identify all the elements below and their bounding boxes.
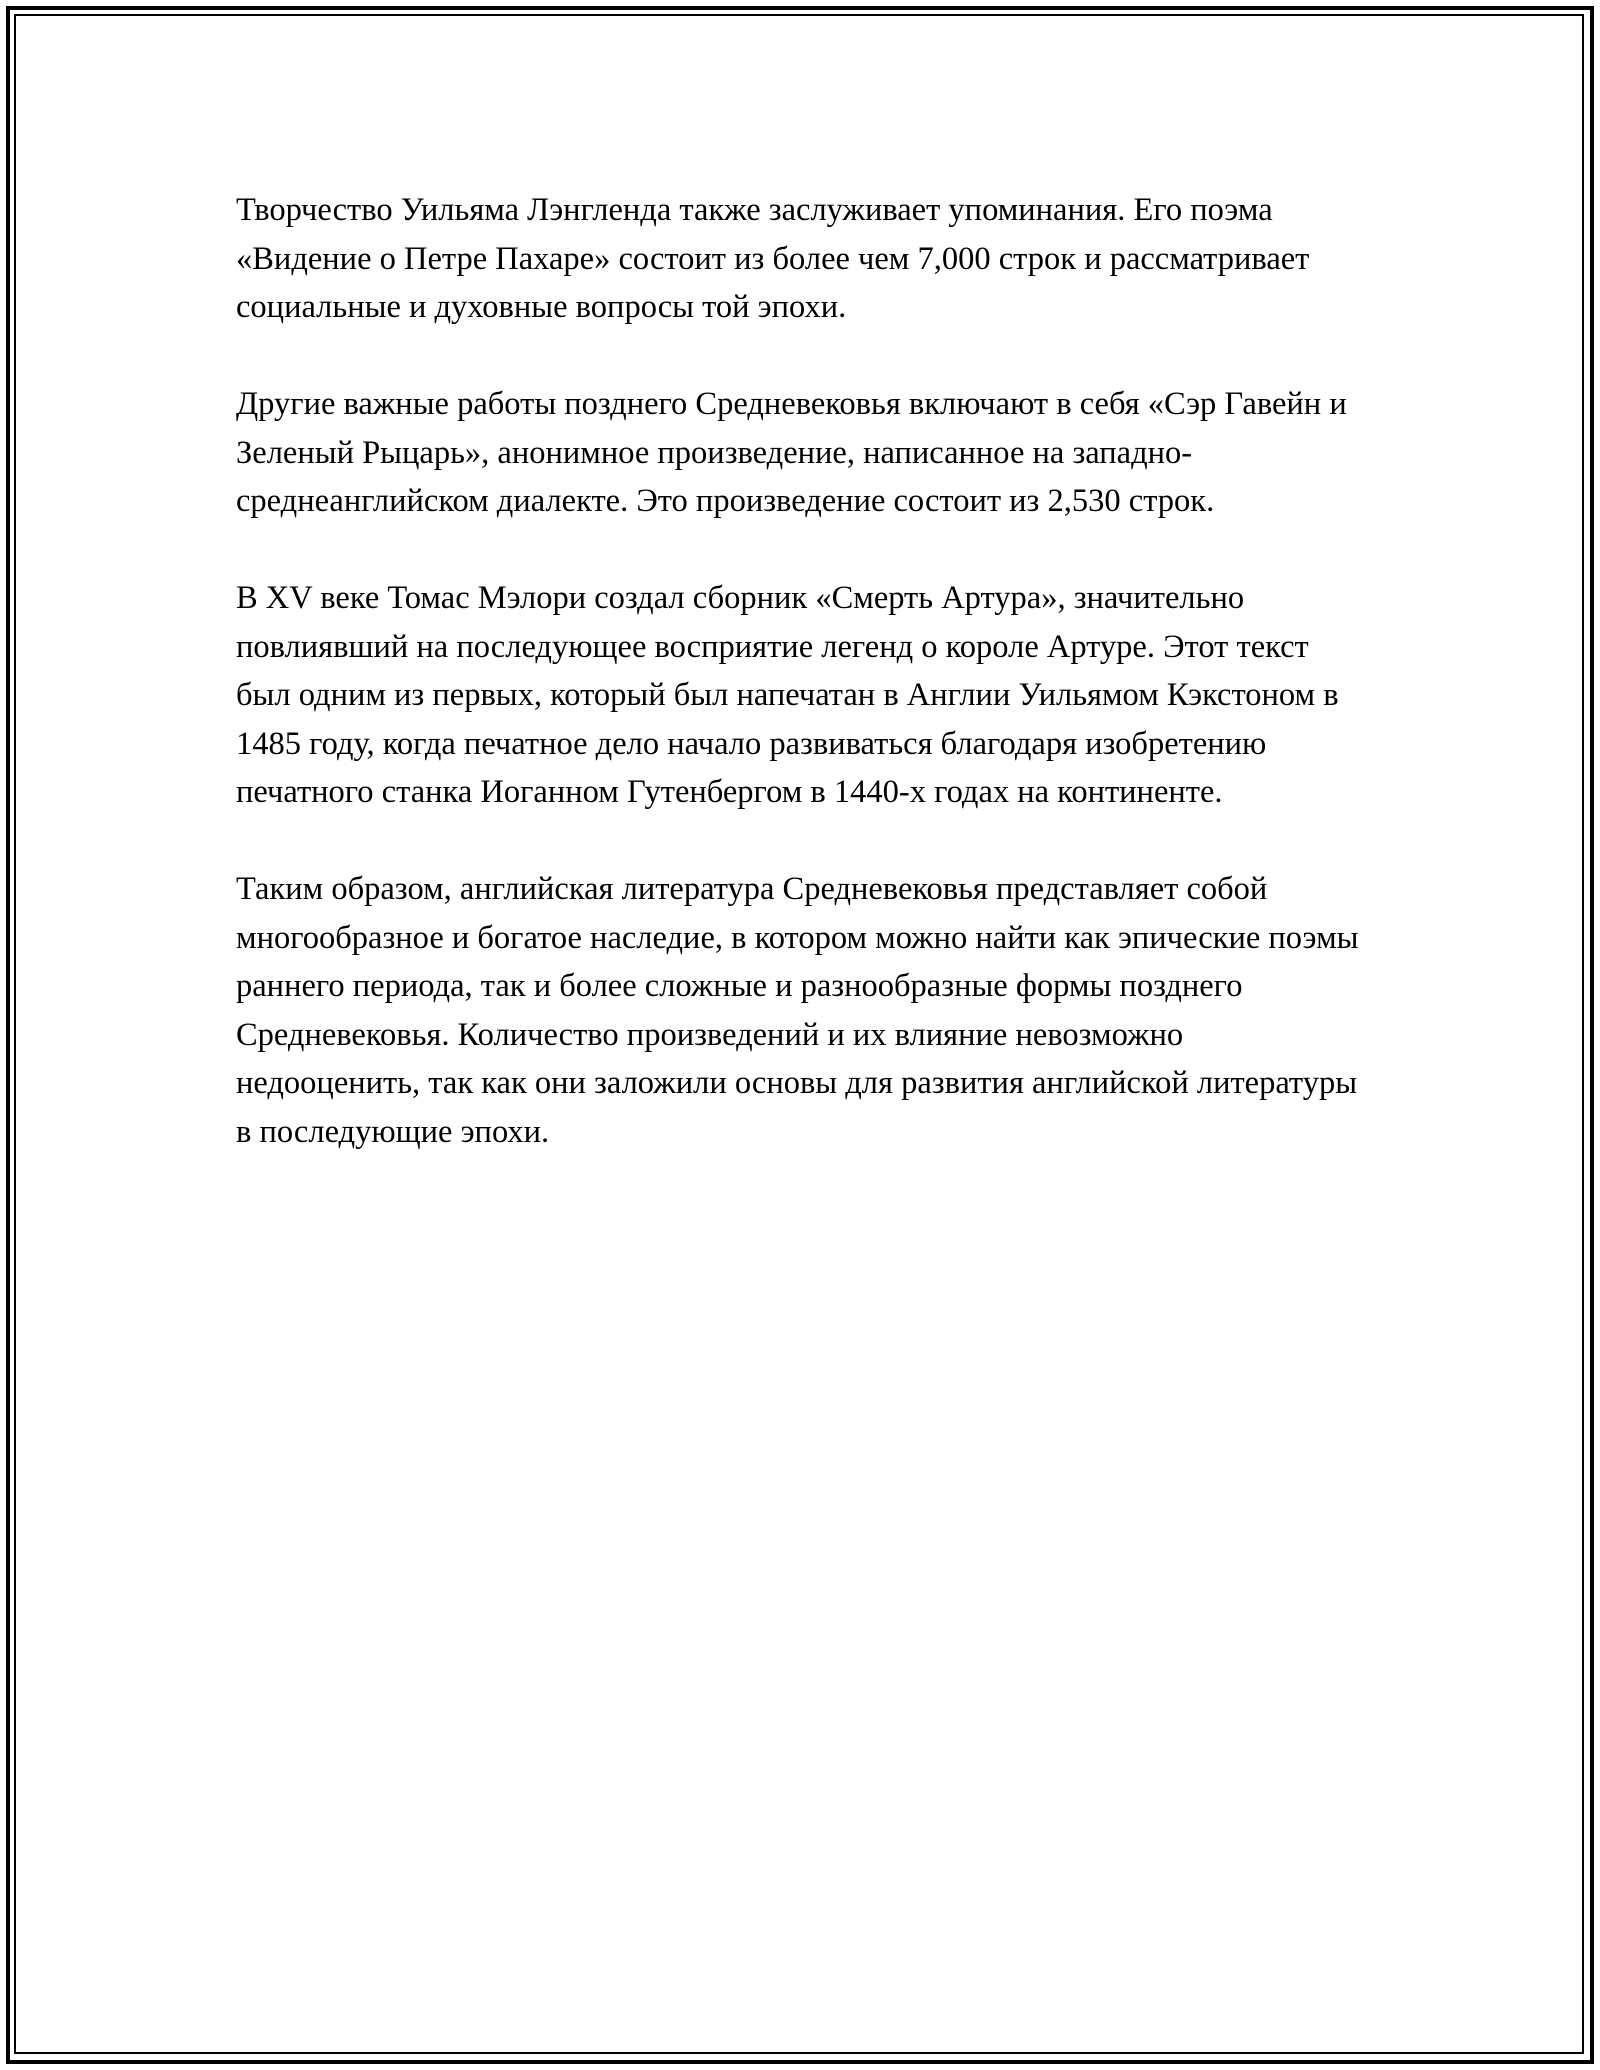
paragraph-gawain: Другие важные работы позднего Средневековья включают в себя «Сэр Гавейн и Зеленый Рыцарь», анонимное произведение, написанное на западно-среднеанглийском диалекте. Это произведение состоит из 2,530 строк.: [236, 386, 1347, 519]
paragraph-conclusion: Таким образом, английская литература Средневековья представляет собой многообразное и богатое наследие, в котором можно найти как эпические поэмы раннего периода, так и более сложные и разнообразные формы позднего Средневековья. Количество произведений и их влияние невозможно недооценить, так как они заложили основы для развития английской литературы в последующие эпохи.: [236, 871, 1359, 1150]
paragraph-langland: Творчество Уильяма Лэнгленда также заслуживает упоминания. Его поэма «Видение о Петре Пахаре» состоит из более чем 7,000 строк и рассматривает социальные и духовные вопросы той эпохи.: [236, 192, 1310, 325]
document-body: [236, 186, 1366, 1205]
paragraph-malory: В XV веке Томас Мэлори создал сборник «Смерть Артура», значительно повлиявший на последующее восприятие легенд о короле Артуре. Этот текст был одним из первых, который был напечатан в Англии Уильямом Кэкстоном в 1485 году, когда печатное дело начало развиваться благодаря изобретению печатного станка Иоганном Гутенбергом в 1440-х годах на континенте.: [236, 580, 1339, 810]
